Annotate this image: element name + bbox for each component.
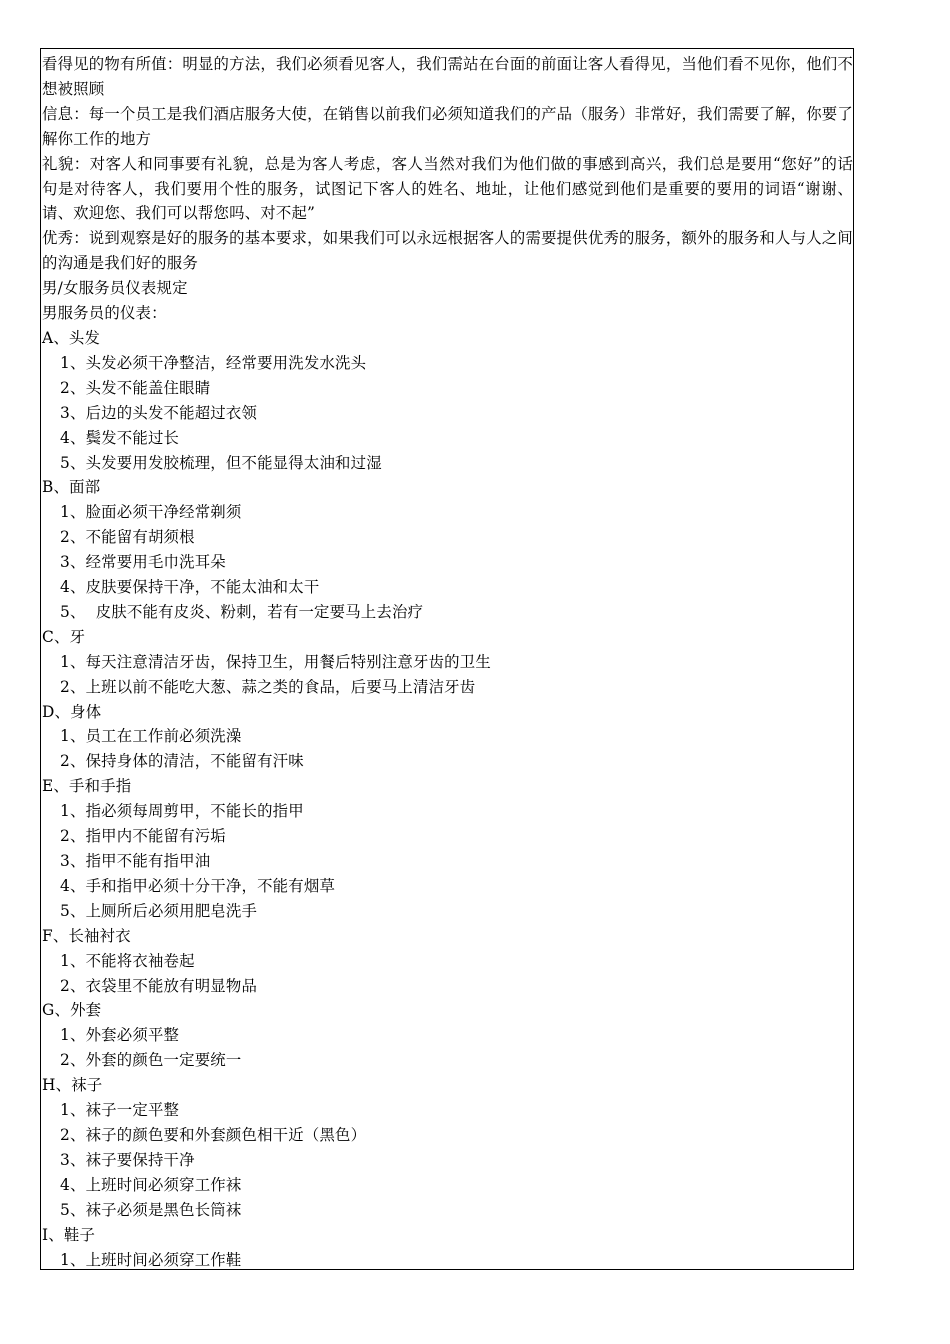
paragraph-information: 信息：每一个员工是我们酒店服务大使，在销售以前我们必须知道我们的产品（服务）非常好，我们需要了解，你要了解你工作的地方 xyxy=(42,104,853,148)
list-item: 3、袜子要保持干净 xyxy=(60,1150,195,1169)
list-item: 1、袜子一定平整 xyxy=(60,1101,180,1120)
list-item: 1、外套必须平整 xyxy=(60,1026,180,1045)
list-item: 3、经常要用毛巾洗耳朵 xyxy=(60,553,226,572)
list-item: 5、 皮肤不能有皮炎、粉刺，若有一定要马上去治疗 xyxy=(60,602,424,621)
heading-shirt: F、长袖衬衣 xyxy=(42,926,131,945)
heading-hands: E、手和手指 xyxy=(42,777,132,796)
heading-coat: G、外套 xyxy=(42,1001,102,1020)
heading-body: D、身体 xyxy=(42,702,102,721)
list-item: 4、鬓发不能过长 xyxy=(60,428,180,447)
list-item: 2、指甲内不能留有污垢 xyxy=(60,827,226,846)
list-item: 2、衣袋里不能放有明显物品 xyxy=(60,976,258,995)
list-item: 3、指甲不能有指甲油 xyxy=(60,852,211,870)
heading-hair: A、头发 xyxy=(42,328,101,347)
list-item: 4、上班时间必须穿工作袜 xyxy=(60,1175,242,1194)
heading-face: B、面部 xyxy=(42,478,101,497)
paragraph-visibility: 看得见的物有所值：明显的方法，我们必须看见客人，我们需站在台面的前面让客人看得见，当他们看不见你，他们不想被照顾 xyxy=(42,55,853,98)
list-item: 2、外套的颜色一定要统一 xyxy=(60,1051,242,1070)
list-item: 2、头发不能盖住眼睛 xyxy=(60,378,211,397)
list-item: 5、头发要用发胶梳理，但不能显得太油和过湿 xyxy=(60,453,382,472)
list-item: 1、头发必须干净整洁，经常要用洗发水洗头 xyxy=(60,353,367,372)
paragraph-courtesy: 礼貌：对客人和同事要有礼貌，总是为客人考虑，客人当然对我们为他们做的事感到高兴，我们总是要用“您好”的话句是对待客人，我们要用个性的服务，试图记下客人的姓名、地址，让他们感觉到他们是重要的要用的词语“谢谢、请、欢迎您、我们可以帮您吗、对不起” xyxy=(42,154,853,223)
list-item: 1、每天注意清洁牙齿，保持卫生，用餐后特别注意牙齿的卫生 xyxy=(60,652,491,671)
list-item: 2、不能留有胡须根 xyxy=(60,528,195,547)
section-subtitle: 男服务员的仪表： xyxy=(42,304,167,323)
list-item: 1、上班时间必须穿工作鞋 xyxy=(60,1250,242,1269)
heading-socks: H、袜子 xyxy=(42,1076,103,1095)
list-item: 1、员工在工作前必须洗澡 xyxy=(60,727,242,746)
list-item: 2、保持身体的清洁，不能留有汗味 xyxy=(60,752,304,771)
document-frame xyxy=(40,48,854,1270)
heading-shoes: I、鞋子 xyxy=(42,1225,96,1244)
heading-teeth: C、牙 xyxy=(42,627,86,646)
list-item: 5、上厕所后必须用肥皂洗手 xyxy=(60,901,258,920)
list-item: 5、袜子必须是黑色长筒袜 xyxy=(60,1200,242,1219)
list-item: 4、皮肤要保持干净，不能太油和太干 xyxy=(60,578,320,597)
list-item: 4、手和指甲必须十分干净，不能有烟草 xyxy=(60,876,336,895)
paragraph-excellence: 优秀：说到观察是好的服务的基本要求，如果我们可以永远根据客人的需要提供优秀的服务，额外的服务和人与人之间的沟通是我们好的服务 xyxy=(42,229,853,273)
list-item: 1、脸面必须干净经常剃须 xyxy=(60,503,242,522)
list-item: 2、袜子的颜色要和外套颜色相干近（黑色） xyxy=(60,1125,367,1144)
list-item: 2、上班以前不能吃大葱、蒜之类的食品，后要马上清洁牙齿 xyxy=(60,677,476,696)
list-item: 3、后边的头发不能超过衣领 xyxy=(60,403,258,422)
section-title: 男/女服务员仪表规定 xyxy=(42,279,188,298)
list-item: 1、不能将衣袖卷起 xyxy=(60,951,195,970)
list-item: 1、指必须每周剪甲，不能长的指甲 xyxy=(60,802,304,821)
